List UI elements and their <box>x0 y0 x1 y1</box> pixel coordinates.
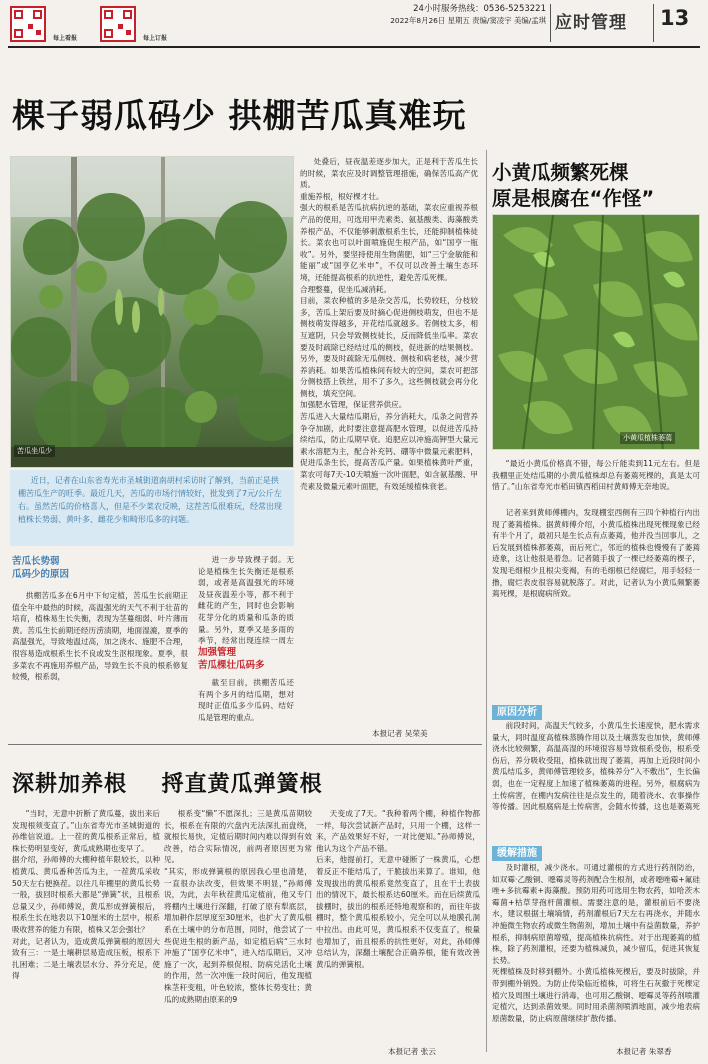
article2-tag-cause: 原因分析 <box>492 705 542 720</box>
column-divider <box>486 150 487 1052</box>
article1-col2b: 截至目前，拱棚苦瓜还有两个多月的结瓜期，想对现时正值瓜多少瓜码、结好瓜是管理的重点。 <box>198 678 294 722</box>
qr-code-left[interactable] <box>10 6 46 42</box>
article3-col2-text: 根系变“懒”不愿深扎；三是黄瓜苗期较长，根系在有限的穴盘内无法深扎而盘绕，就根长易快，定植后期时间内难以得到有效改善，结合实际情况，前两者原因更为常见。 “其实，形成弹簧根的原因我心里也清楚，一直很办法改变，但效果不明显，”孙师傅说，为此，去年秋茬黄瓜定植前，他又专门将棚内土壤进行深翻，打破了原有犁底层，增加耕作层厚度至30厘米，也扩大了黄瓜根系在土壤中的分布范围，同时，他尝试了一些促进生根的新产品，如定植后病“三水时冲施了“国亨亿米申”，进入结瓜期后，又冲施了一次，起到养根促根、防病兑活化土壤的作用，然一次冲施一段时间后，他发现植株茎秆变粗，叶色较浓，整体长势变壮；黄瓜的成熟期由原来的9 <box>164 809 312 1004</box>
article3-col1-text: “当时，无意中折断了黄瓜蔓，拔出来后发现根须变直了。”山东省寿光市圣城街道的孙维信说道。上一茬的黄瓜根系正常后，植株长势明显变好，黄瓜成熟期也变早了。 据介绍，孙师傅的大棚种植年限较长，以种植黄瓜、黄瓜番种苦瓜为主，一茬黄瓜采收50天左右便换茬。以往几年棚里的黄瓜长势一般，拔回时根系大都是“弹簧”状，且根系总量又少，孙师傅说，黄瓜形成弹簧根后，根系生长在地表以下10厘米的土层中，根系吸收营养的能力有限，植株又怎会强壮？ 对此，记者认为，造成黄瓜弹簧根的原因大致有三：一是土壤耕层易造成压板，根系下扎困难；二是土壤表层水分、养分充足，使得 <box>12 809 160 981</box>
article3-col3-text: 天变成了7天。“我种着两个棚，种植作物都一样，每次尝试新产品时，只用一个棚，这样一来，产品效果好不好，一对比便知。”孙师傅说，他认为这个产品不错。 后来，他提前打，无意中碰断了一株黄瓜，心想着反正不能结瓜了，干脆拔出来算了。谁知，他发现拔出的黄瓜根系竟然变直了，且在干土表拔出的情况下，最长根系达60厘米。而在后续黄瓜拔棚时，拔出的根系还特地观察和的，而往年拔棚时，整个黄瓜根系较小，完全可以从地膜孔洞中拉出。由此可见，黄瓜根系不仅变直了，根量也增加了，而且根系的抗性更好，对此，孙师傅总结认为，深翻土壤配合正确养根，能有效改善黄瓜的弹簧根。 <box>316 809 480 969</box>
article3-headline: 深耕加养根 捋直黄瓜弹簧根 <box>12 772 323 797</box>
article2-headline-text: 小黄瓜频繁死棵 原是根腐在“作怪” <box>492 161 655 210</box>
article1-lead: 近日，记者在山东省寿光市圣城街道南胡村采访时了解到，当前正是拱棚苦瓜生产的旺季。最近几天，苦瓜的市场行情较好，批发到了7元/公斤左右。虽然苦瓜的价格喜人，但是不少菜农反映，这茬苦瓜很难玩，经常出现植株长势弱、黄叶多、雌花少和畸形瓜多的问题。 <box>10 470 294 546</box>
article3-byline: 本报记者 张云 <box>388 1047 436 1056</box>
bittergourd-plants-image <box>11 157 294 468</box>
qr-left-label: 每上看报 <box>53 35 78 42</box>
page-number: 13 <box>660 6 690 30</box>
header-rule <box>8 46 700 48</box>
article1-col3 <box>300 156 478 716</box>
article1-subhead-1 <box>12 556 102 581</box>
header-divider <box>550 4 551 42</box>
section-title: 应时管理 <box>555 13 627 33</box>
article2-photo <box>492 214 700 450</box>
article2-byline: 本报记者 朱翠香 <box>616 1047 672 1056</box>
article1-byline: 本报记者 吴荣美 <box>372 729 428 738</box>
hotline: 24小时服务热线：0536-5253221 <box>413 4 546 14</box>
header-divider-2 <box>653 4 654 42</box>
article2-headline <box>492 160 654 212</box>
article1-col1: 拱棚苦瓜多在6月中下旬定植，苦瓜生长前期正值全年中最热的时候，高温强光的天气不利于壮苗的培育，植株易生长失衡，表现为茎蔓细弱、叶片薄而黄。苦瓜生长前期还经历涝渍期，地面湿漉，夏季的高温强光，导致地温过高，加之浇水、施肥不合理，很容易造成根系生长不良或发生沤根现象。夏季，很多菜农不再施用养根产品，导致生长不良的根系修复较慢，根系弱， <box>12 591 188 682</box>
article2-tag-measures: 缓解措施 <box>492 846 542 861</box>
article2-photo-caption: 小黄瓜植株萎蔫 <box>620 432 675 444</box>
article1-photo <box>10 156 294 468</box>
qr-right-label: 每上订报 <box>143 35 168 42</box>
article3-col1 <box>12 808 160 1054</box>
article2-col-c <box>492 862 700 1042</box>
dateline: 2022年8月26日 星期五 责编/窦凌宇 美编/孟琪 <box>390 16 546 25</box>
article3-col3 <box>316 808 480 1040</box>
subhead-text: 苦瓜长势弱 瓜码少的原因 <box>12 556 70 580</box>
cucumber-plants-image <box>493 215 700 450</box>
article3-col2 <box>164 808 312 1054</box>
article2-col-c-text: 及时灌根，减少浇水。可通过灌根的方式进行药剂防治，如双霉·乙酸铜、噁霉灵等药剂配合生根剂，或者噁唑霉+氟硅唑+多抗霉素+海藻酸。预防用药可选用生物农药，如哈茨木霉菌+枯草芽孢杆菌灌根。需要注意的是，灌根前后不要浇水，建议根据土壤墒情，药剂灌根后7天左右再浇水，并随水冲施微生物农药或微生物菌剂，增加土壤中有益菌数量，养护根系，抑制病原菌增殖，提高植株抗病性。对于出现萎蔫的植株，除了药剂灌根，还要为植株减负，减少留瓜，促进其恢复长势。 死棵植株及时移到棚外。小黄瓜植株死棵后，要及时拔除，并带到棚外销毁。为防止传染临近植株，可将生石灰撒于死棵定植穴及周围土壤进行消毒，也可用乙酸铜、噁霉灵等药剂喷灌定植穴，达到杀菌效果。同时用杀菌剂喷洒地面，减少地表病原菌数量，防止病原菌继续扩散传播。 <box>492 863 700 1023</box>
article1-photo-caption: 苦瓜坐瓜少 <box>14 445 55 457</box>
tag-text: 加强管理 苦瓜棵壮瓜码多 <box>198 647 265 671</box>
qr-code-right[interactable] <box>100 6 136 42</box>
article2-col-a: 记者来到黄师傅棚内，发现棚室西侧有三四个种植行内出现了萎蔫植株。据黄师傅介绍，小黄瓜植株出现死棵现象已经有半个月了，最初只是生长点有点萎蔫，他并没当回事儿，之后发展到植株都萎蔫，而后死亡，邻近的植株也慢慢有了萎蔫迹象，这让他很是着急。记者随手拔了一棵已经萎蔫的棵子，发现毛细根少且根尖变褐，有的毛细根已经腐烂，用手轻轻一撸，腐烂表皮很容易就脱落了。对此，记者认为小黄瓜频繁萎蔫死棵，是根腐病所致。 <box>492 508 700 599</box>
article3-top-rule <box>8 744 482 745</box>
article1-col2a: 进一步导致棵子弱。无论是植株生长失衡还是根系弱，或者是高温强光的环境及昼夜温差小等，都不利于雌花的产生，同时也会影响花芽分化的质量和瓜条的质量。另外，夏季又是多雨的季节，经常出现连续一周左 <box>198 555 294 646</box>
article1-headline: 棵子弱瓜码少 拱棚苦瓜真难玩 <box>12 96 467 135</box>
article2-quote: “最近小黄瓜价格真不错，每公斤能卖到11元左右。但是我棚里正处结瓜期的小黄瓜植株却总有萎蔫死棵的，真是太可惜了。”山东省寿光市稻田镇西稻田村黄师傅无奈地说。 <box>492 459 700 492</box>
article1-tag-management <box>198 647 294 672</box>
article2-col-b: 前段时间，高温天气较多，小黄瓜生长速度快，肥水需求量大，同时温度高植株蒸腾作用以及土壤蒸发也加快，黄师傅浇水比较频繁，高温高湿的环境很容易导致根系受伤，根系受伤后，养分吸收受阻，植株就出现了萎蔫，再加上近段时间小黄瓜结瓜多，黄师傅管理较多，植株养分“入不敷出”，生长偏弱，也在一定程度上加速了植株萎蔫的进程。另外，根腐病为土传病害，在棚内发病往往是点发生的，随着浇水、农事操作等传播。因此根腐病是土传病害，会随水传播，这也是萎蔫死 <box>492 721 700 812</box>
article1-col3-text: 处叠后，昼夜温差逐步加大，正是利于苦瓜生长的时候，菜农应及时调整管理措施，确保苦瓜高产优质。 重施养根，根好棵才壮。 强大的根系是苦瓜抗病抗逆的基础，菜农应重视养根产品的使用，可选用甲壳素类、氨基酸类、海藻酸类养根产品，不仅能够刺激根系生长，还能抑制植株徒长。菜农也可以叶面喷施促生根产品，如“国亨一瓶收”。另外，要坚持使用生物菌肥，如“三宁金敏能和能丽”或“国亨亿米申”，不仅可以改善土壤生态环境，还能提高根系的抗逆性，避免苦瓜死棵。 合理整蔓，促坐瓜减消耗。 目前，菜农种植的多是杂交苦瓜，长势较旺，分枝较多，苦瓜上架后要及时摘心促进侧枝萌发，但也不是侧枝萌发得越多，开花结瓜就越多。若侧枝太多，相互遮阴，只会导致侧枝徒长，反而降低坐瓜率。菜农要及时疏除已经结过瓜的侧枝，促进新的结果侧枝。另外，要及时疏除无瓜侧枝、侧枝和病老枝，减少营养消耗。如果苦瓜植株间有较大的空间，菜农可把部分侧枝搭上铁丝，用不了多久，这些侧枝就会再分化侧枝，填充空间。 加强肥水管理，保证营养供应。 苦瓜进入大量结瓜期后，养分消耗大，瓜条之间营养争夺加剧，此时要注意提高肥水管理，以促进苦瓜持续结瓜，防止瓜期早衰。追肥应以冲施高钾型大量元素水溶肥为主，配合补充钙、硼等中微量元素肥料，促进瓜条生长，提高苦瓜产量。如果植株黄叶严重，菜农可每7天-10天喷施一次叶面肥，如含氨基酸、甲壳素及微量元素叶面肥，有效延缓植株衰老。 <box>300 157 478 491</box>
